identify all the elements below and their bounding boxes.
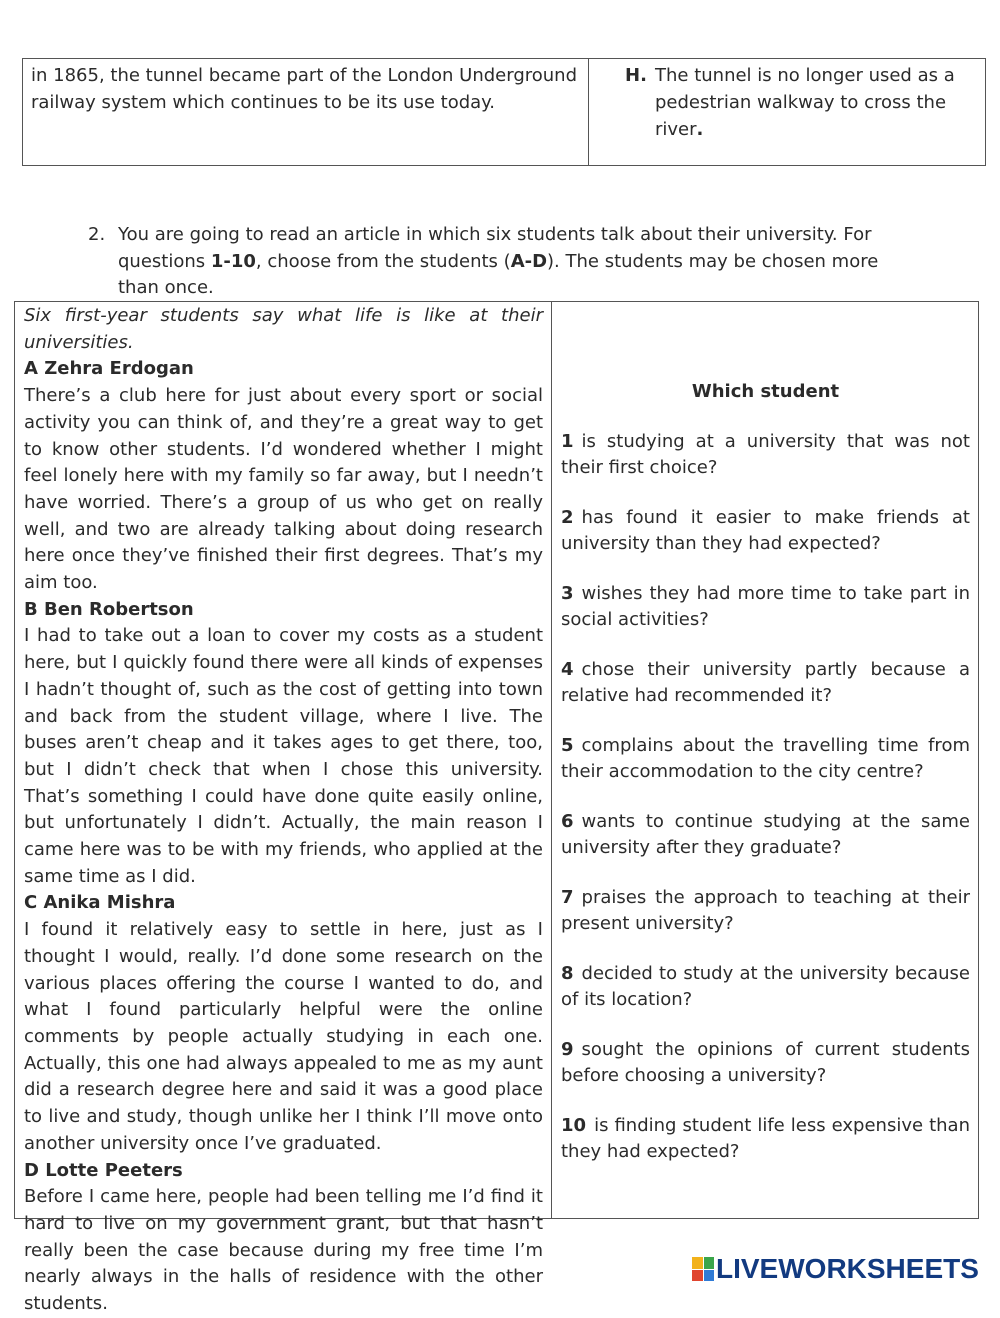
question-text: complains about the travelling time from their accommodation to the city centre? — [561, 734, 970, 782]
top-table-left-cell — [23, 59, 589, 165]
student-c-heading: C Anika Mishra — [24, 892, 176, 914]
question-item — [561, 733, 970, 786]
question-text: is studying at a university that was not their first choice? — [561, 430, 970, 478]
question-2-instruction — [88, 222, 918, 302]
question-item — [561, 657, 970, 710]
questions-column — [552, 302, 978, 1218]
article-intro: Six first-year students say what life is like at their universities. — [24, 305, 543, 353]
option-h-period: . — [696, 119, 704, 140]
question-text: wants to continue studying at the same university after they graduate? — [561, 810, 970, 858]
question-item — [561, 961, 970, 1014]
question-item — [561, 1037, 970, 1090]
top-table-left-text: in 1865, the tunnel became part of the London Underground railway system which continues to be its use today. — [31, 65, 578, 113]
instruction-number: 2. — [88, 224, 106, 245]
question-number: 4 — [561, 658, 574, 680]
question-number: 5 — [561, 734, 574, 756]
student-a-text: There’s a club here for just about every sport or social activity you can think of, and they’re a great way to get to know other students. I’d wondered whether I might feel lonely here with my family so far away, but I needn’t have worried. There’s a group of us who get on really well, and two are already talking about doing research here once they’ve finished their first degrees. That’s my aim too. — [24, 385, 543, 594]
question-item — [561, 1113, 970, 1166]
option-h-sentence: The tunnel is no longer used as a pedestrian walkway to cross the river — [655, 65, 955, 140]
student-b-text: I had to take out a loan to cover my costs as a student here, but I quickly found there were all kinds of expenses I hadn’t thought of, such as the cost of getting into town and back from the student village, where I live. The buses aren’t cheap and it takes ages to get there, too, but I didn’t check that when I chose this university. That’s something I could have done quite easily online, but unfortunately I didn’t. Actually, the main reason I came here was to be with my friends, who applied at the same time as I did. — [24, 625, 543, 887]
instruction-part-3: ). The students may be chosen more than once. — [118, 250, 879, 298]
logo-square-icon — [704, 1270, 715, 1282]
question-text: chose their university partly because a relative had recommended it? — [561, 658, 970, 706]
question-text: decided to study at the university because of its location? — [561, 962, 970, 1010]
option-h-text — [655, 62, 977, 143]
option-h-letter: H. — [625, 65, 647, 86]
which-student-heading: Which student — [691, 381, 840, 402]
liveworksheets-logo-text: LIVEWORKSHEETS — [716, 1253, 979, 1284]
article-column — [15, 302, 552, 1315]
question-text: is finding student life less expensive than they had expected? — [561, 1114, 970, 1162]
question-number: 6 — [561, 810, 574, 832]
instruction-range-bold: 1-10 — [210, 250, 256, 272]
student-b-heading: B Ben Robertson — [24, 598, 194, 620]
question-item — [561, 809, 970, 862]
logo-square-icon — [692, 1257, 703, 1269]
question-text: wishes they had more time to take part in social activities? — [561, 582, 970, 630]
question-number: 8 — [561, 962, 574, 984]
question-text: has found it easier to make friends at university than they had expected? — [561, 506, 970, 554]
question-item — [561, 581, 970, 634]
student-a-heading: A Zehra Erdogan — [24, 358, 194, 380]
instruction-text — [118, 222, 918, 302]
liveworksheets-logo[interactable] — [692, 1253, 979, 1285]
question-number: 10 — [561, 1114, 587, 1136]
question-number: 9 — [561, 1038, 574, 1060]
logo-square-icon — [692, 1270, 703, 1282]
question-number: 2 — [561, 506, 574, 528]
logo-square-icon — [704, 1257, 715, 1269]
student-d-text: Before I came here, people had been telling me I’d find it hard to live on my government grant, but that hasn’t really been the case because during my free time I’m nearly always in the halls of residence with the other students. — [24, 1186, 543, 1315]
top-table-right-cell — [589, 59, 985, 165]
student-d-heading: D Lotte Peeters — [24, 1159, 183, 1181]
question-text: praises the approach to teaching at their present university? — [561, 886, 970, 934]
question-item — [561, 429, 970, 482]
previous-question-table — [22, 58, 986, 166]
question-item — [561, 505, 970, 558]
student-c-text: I found it relatively easy to settle in here, just as I thought I would, really. I’d done some research on the various places offering the course I wanted to do, and what I found particularly helpful were the online comments by people actually studying in each one. Actually, this one had always appealed to me as my aunt did a research degree here and said it was a good place to live and study, though unlike her I think I’ll move onto another university once I’ve graduated. — [24, 919, 543, 1154]
instruction-part-1: You are going to read an article in which six students talk about their university. For questions — [118, 224, 872, 272]
question-number: 7 — [561, 886, 574, 908]
liveworksheets-logo-icon — [692, 1257, 714, 1281]
question-text: sought the opinions of current students before choosing a university? — [561, 1038, 970, 1086]
question-item — [561, 885, 970, 938]
instruction-part-2: , choose from the students ( — [255, 250, 511, 272]
instruction-letters-bold: A-D — [510, 250, 548, 272]
question-number: 1 — [561, 430, 574, 452]
question-number: 3 — [561, 582, 574, 604]
